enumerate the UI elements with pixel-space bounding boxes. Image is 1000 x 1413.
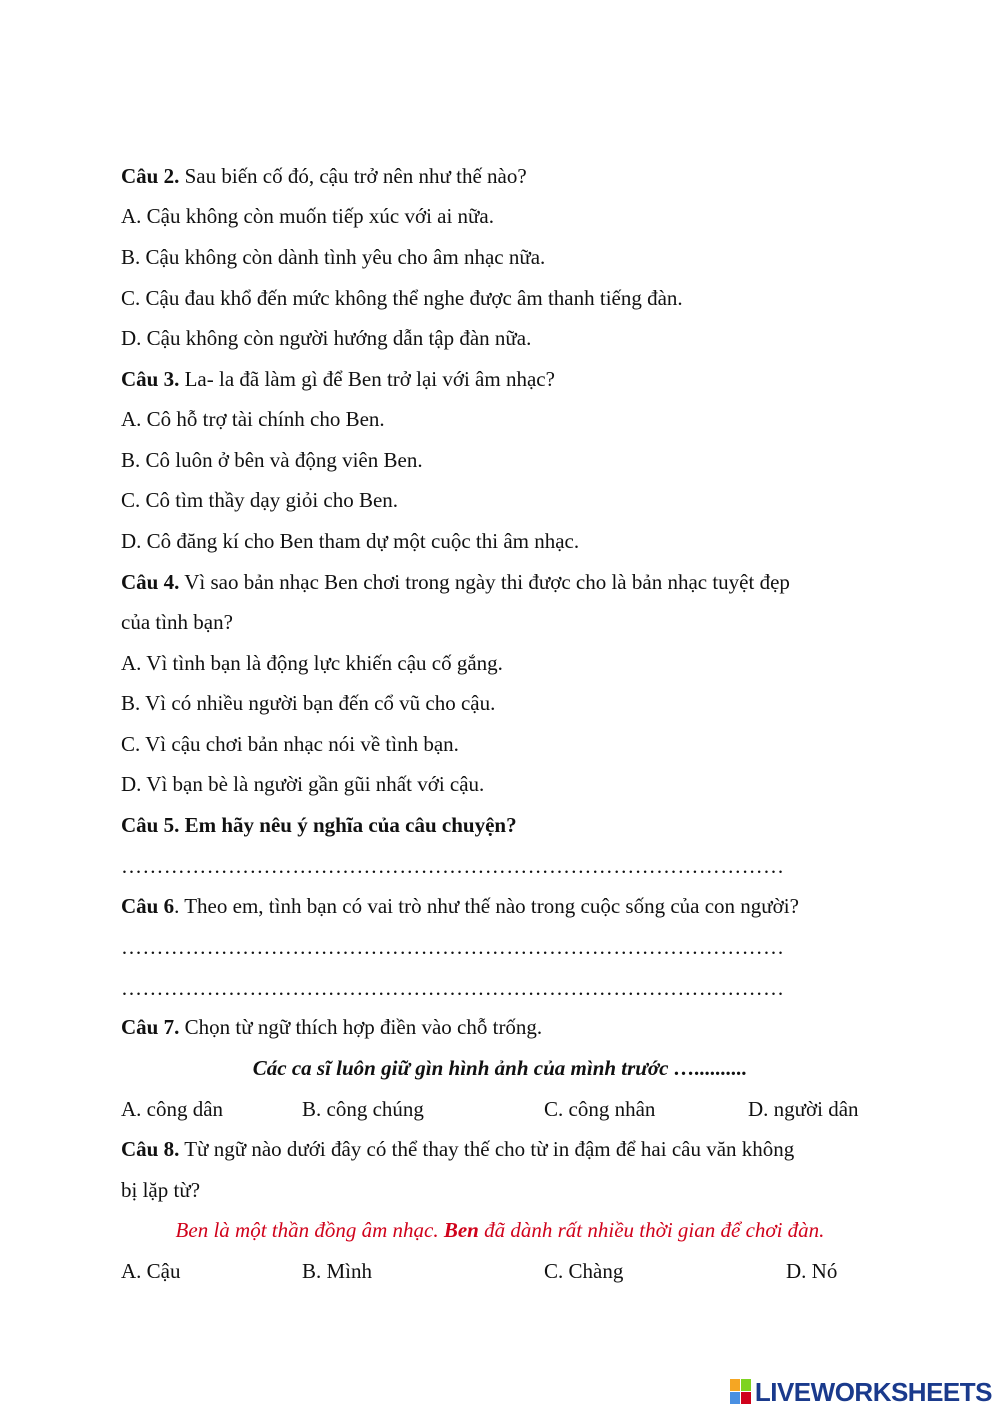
question-8 <box>121 1136 891 1162</box>
question-3-text: La- la đã làm gì để Ben trở lại với âm nhạc? <box>179 367 555 391</box>
q7-option-c[interactable]: C. công nhân <box>544 1097 656 1121</box>
q2-option-a: A. Cậu không còn muốn tiếp xúc với ai nữa. <box>121 204 495 228</box>
q2-option-c: C. Cậu đau khổ đến mức không thể nghe được âm thanh tiếng đàn. <box>121 286 683 310</box>
q8-option-a[interactable]: A. Cậu <box>121 1259 181 1283</box>
q4-option-a: A. Vì tình bạn là động lực khiến cậu cố gắng. <box>121 651 503 675</box>
question-7-text: Chọn từ ngữ thích hợp điền vào chỗ trống. <box>179 1015 543 1039</box>
question-8-text-cont: bị lặp từ? <box>121 1178 201 1202</box>
q8-sentence-part1: Ben là một thần đồng âm nhạc. <box>175 1218 444 1242</box>
question-7-label: Câu 7. <box>121 1015 180 1039</box>
question-4 <box>121 569 891 595</box>
question-2-label: Câu 2. <box>121 164 180 188</box>
q3-option-a: A. Cô hỗ trợ tài chính cho Ben. <box>121 407 385 431</box>
question-8-text: Từ ngữ nào dưới đây có thể thay thế cho từ in đậm để hai câu văn không <box>179 1137 795 1161</box>
question-4-text: Vì sao bản nhạc Ben chơi trong ngày thi được cho là bản nhạc tuyệt đẹp <box>179 570 790 594</box>
q4-option-c: C. Vì cậu chơi bản nhạc nói về tình bạn. <box>121 732 459 756</box>
q8-option-c[interactable]: C. Chàng <box>544 1259 624 1283</box>
question-8-label: Câu 8. <box>121 1137 180 1161</box>
liveworksheets-logo <box>730 1377 992 1407</box>
question-7 <box>121 1014 891 1040</box>
q7-option-b[interactable]: B. công chúng <box>302 1097 424 1121</box>
question-6-text: . Theo em, tình bạn có vai trò như thế nào trong cuộc sống của con người? <box>174 894 799 918</box>
q8-example-sentence <box>0 1217 1000 1243</box>
q4-option-d: D. Vì bạn bè là người gần gũi nhất với cậu. <box>121 772 485 796</box>
liveworksheets-logo-text: LIVEWORKSHEETS <box>754 1376 992 1407</box>
q8-option-b[interactable]: B. Mình <box>302 1259 373 1283</box>
q8-option-d[interactable]: D. Nó <box>786 1259 838 1283</box>
q6-answer-line-1[interactable]: ………………………………………………………………………………… <box>121 935 785 959</box>
q5-answer-line[interactable]: ………………………………………………………………………………… <box>121 854 785 878</box>
question-3 <box>121 366 891 392</box>
q3-option-c: C. Cô tìm thầy dạy giỏi cho Ben. <box>121 488 399 512</box>
question-3-label: Câu 3. <box>121 367 180 391</box>
q2-option-d: D. Cậu không còn người hướng dẫn tập đàn nữa. <box>121 326 532 350</box>
q8-sentence-bold-word: Ben <box>443 1218 479 1242</box>
question-2 <box>121 163 891 189</box>
q8-sentence-part2: đã dành rất nhiều thời gian để chơi đàn. <box>478 1218 825 1242</box>
question-6 <box>121 893 891 919</box>
q2-option-b: B. Cậu không còn dành tình yêu cho âm nhạc nữa. <box>121 245 546 269</box>
question-2-text: Sau biến cố đó, cậu trở nên như thế nào? <box>179 164 527 188</box>
q7-option-a[interactable]: A. công dân <box>121 1097 224 1121</box>
q7-fill-sentence: Các ca sĩ luôn giữ gìn hình ảnh của mình trước ….......... <box>252 1056 748 1080</box>
liveworksheets-logo-icon <box>730 1379 752 1405</box>
q3-option-b: B. Cô luôn ở bên và động viên Ben. <box>121 448 423 472</box>
question-5: Câu 5. Em hãy nêu ý nghĩa của câu chuyện? <box>121 813 517 837</box>
q3-option-d: D. Cô đăng kí cho Ben tham dự một cuộc thi âm nhạc. <box>121 529 580 553</box>
q7-option-d[interactable]: D. người dân <box>748 1097 859 1121</box>
question-6-label: Câu 6 <box>121 894 175 918</box>
q4-option-b: B. Vì có nhiều người bạn đến cổ vũ cho cậu. <box>121 691 496 715</box>
q6-answer-line-2[interactable]: ………………………………………………………………………………… <box>121 976 785 1000</box>
question-4-text-cont: của tình bạn? <box>121 610 233 634</box>
question-4-label: Câu 4. <box>121 570 180 594</box>
